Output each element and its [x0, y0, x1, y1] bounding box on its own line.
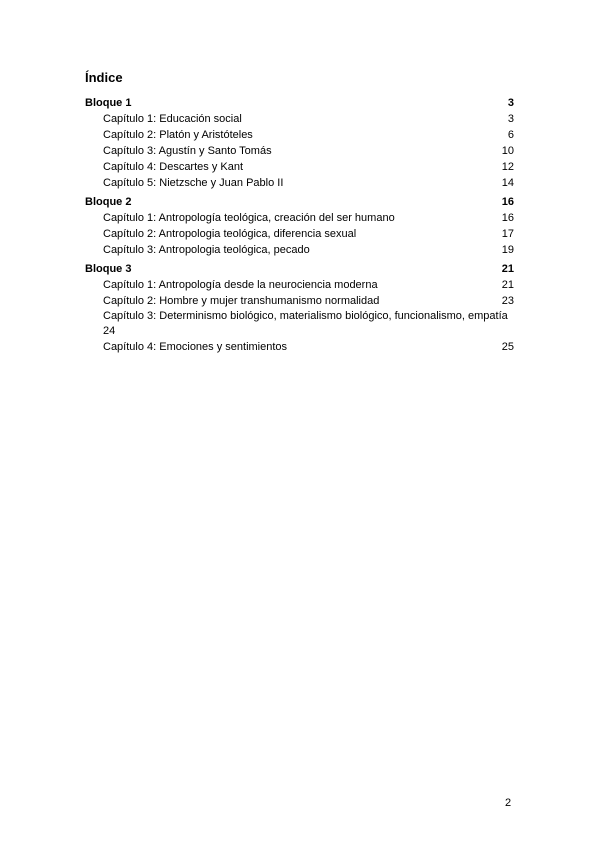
toc-chapter-entry[interactable]	[85, 159, 514, 175]
block-page-number: 3	[507, 97, 514, 109]
chapter-page-number: 14	[501, 177, 514, 189]
chapter-page-number: 16	[501, 212, 514, 224]
toc-chapter-entry[interactable]	[85, 226, 514, 242]
chapter-label: Capítulo 3: Determinismo biológico, materialismo biológico, funcionalismo, empatía	[103, 310, 508, 322]
chapter-page-number: 6	[507, 129, 514, 141]
toc-block-3	[85, 262, 514, 355]
toc-chapter-entry[interactable]	[85, 339, 514, 355]
toc-chapter-entry[interactable]	[85, 210, 514, 226]
block-page-number: 21	[501, 263, 514, 275]
toc-block-1	[85, 96, 514, 191]
chapter-page-number: 12	[501, 161, 514, 173]
block-page-number: 16	[501, 196, 514, 208]
toc-chapter-entry[interactable]	[85, 111, 514, 127]
toc-chapter-entry[interactable]	[85, 309, 514, 339]
chapter-page-number: 25	[501, 341, 514, 353]
toc-title: Índice	[85, 70, 123, 85]
chapter-page-number: 10	[501, 145, 514, 157]
chapter-page-number: 23	[501, 295, 514, 307]
chapter-page-number: 3	[507, 113, 514, 125]
toc-chapter-entry[interactable]	[85, 127, 514, 143]
chapter-label: Capítulo 5: Nietzsche y Juan Pablo II	[103, 177, 284, 189]
chapter-label: Capítulo 4: Descartes y Kant	[103, 161, 244, 173]
chapter-label: Capítulo 2: Hombre y mujer transhumanismo normalidad	[103, 295, 380, 307]
chapter-label: Capítulo 1: Antropología teológica, creación del ser humano	[103, 212, 395, 224]
toc-chapter-entry[interactable]	[85, 242, 514, 258]
block-label: Bloque 1	[85, 97, 132, 109]
chapter-label: Capítulo 3: Antropologia teológica, pecado	[103, 244, 310, 256]
toc-block-heading[interactable]	[85, 195, 514, 210]
chapter-page-number: 17	[501, 228, 514, 240]
block-label: Bloque 2	[85, 196, 132, 208]
toc-chapter-entry[interactable]	[85, 143, 514, 159]
toc-block-heading[interactable]	[85, 96, 514, 111]
toc-chapter-entry[interactable]	[85, 175, 514, 191]
toc-chapter-entry[interactable]	[85, 277, 514, 293]
chapter-label: Capítulo 2: Antropologia teológica, diferencia sexual	[103, 228, 357, 240]
chapter-label: Capítulo 2: Platón y Aristóteles	[103, 129, 253, 141]
chapter-label: Capítulo 3: Agustín y Santo Tomás	[103, 145, 272, 157]
chapter-page-number: 19	[501, 244, 514, 256]
chapter-page-number: 21	[501, 279, 514, 291]
table-of-contents	[85, 96, 514, 359]
page-number: 2	[505, 797, 512, 809]
toc-block-heading[interactable]	[85, 262, 514, 277]
block-label: Bloque 3	[85, 263, 132, 275]
chapter-label: Capítulo 4: Emociones y sentimientos	[103, 341, 288, 353]
toc-block-2	[85, 195, 514, 258]
chapter-page-number: 24	[103, 325, 116, 337]
chapter-label: Capítulo 1: Antropología desde la neurociencia moderna	[103, 279, 378, 291]
chapter-label: Capítulo 1: Educación social	[103, 113, 242, 125]
toc-chapter-entry[interactable]	[85, 293, 514, 309]
